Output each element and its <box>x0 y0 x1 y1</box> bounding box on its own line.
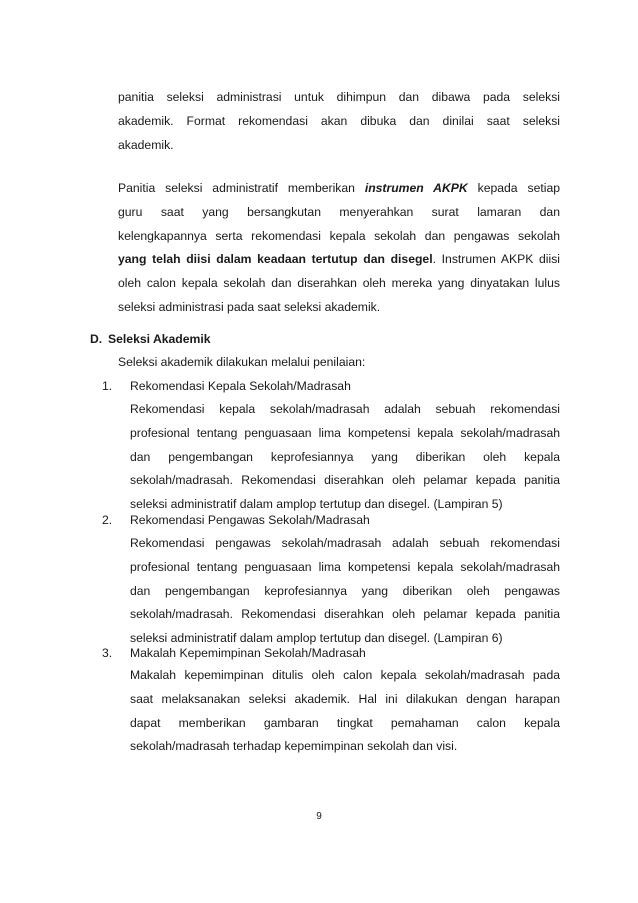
text-segment: . Instrumen AKPK diisi <box>432 252 561 267</box>
intro-paragraph-2-line <box>118 248 560 272</box>
page-number: 9 <box>316 811 322 822</box>
item-number: 2. <box>102 513 113 527</box>
text-segment: kepada setiap <box>467 181 560 195</box>
item-body-line: seleksi administratif dalam amplop tertutup dan disegel. (Lampiran 6) <box>130 631 503 646</box>
item-body <box>130 532 560 651</box>
item-body-line: profesional tentang penguasaan lima kompetensi kepala sekolah/madrasah <box>130 425 560 440</box>
item-body-line: dan pengembangan keprofesiannya yang diberikan oleh kepala <box>130 449 560 464</box>
intro-paragraph-1 <box>118 86 560 157</box>
text-segment: Panitia seleksi administratif memberikan <box>118 181 365 195</box>
item-title: Rekomendasi Kepala Sekolah/Madrasah <box>130 379 351 393</box>
intro-paragraph-2-line: seleksi administrasi pada saat seleksi akademik. <box>118 299 381 314</box>
item-body-line: seleksi administratif dalam amplop tertutup dan disegel. (Lampiran 5) <box>130 497 503 512</box>
intro-paragraph-2 <box>118 177 560 320</box>
intro-paragraph-1-line: panitia seleksi administrasi untuk dihimpun dan dibawa pada seleksi <box>118 90 560 104</box>
item-body-line: Makalah kepemimpinan ditulis oleh calon kepala sekolah/madrasah pada <box>130 668 560 682</box>
item-body-line: profesional tentang penguasaan lima kompetensi kepala sekolah/madrasah <box>130 559 560 574</box>
intro-paragraph-1-line: akademik. <box>118 137 174 152</box>
intro-paragraph-2-line <box>118 177 560 201</box>
item-title: Rekomendasi Pengawas Sekolah/Madrasah <box>130 513 370 527</box>
section-label: D. <box>90 332 103 346</box>
item-number: 1. <box>102 379 113 393</box>
intro-paragraph-2-line: kelengkapannya serta rekomendasi kepala sekolah dan pengawas sekolah <box>118 228 560 243</box>
item-title: Makalah Kepemimpinan Sekolah/Madrasah <box>130 646 366 660</box>
item-body-line: dapat memberikan gambaran tingkat pemahaman calon kepala <box>130 715 560 730</box>
item-body-line: Rekomendasi kepala sekolah/madrasah adalah sebuah rekomendasi <box>130 402 560 416</box>
intro-paragraph-2-line: oleh calon kepala sekolah dan diserahkan oleh mereka yang dinyatakan lulus <box>118 276 560 291</box>
item-body-line: saat melaksanakan seleksi akademik. Hal ini dilakukan dengan harapan <box>130 691 560 706</box>
item-body-line: dan pengembangan keprofesiannya yang diberikan oleh pengawas <box>130 583 560 598</box>
intro-paragraph-1-line: akademik. Format rekomendasi akan dibuka dan dinilai saat seleksi <box>118 113 560 128</box>
sealed-emphasis: yang telah diisi dalam keadaan tertutup dan disegel <box>118 252 433 267</box>
item-body <box>130 664 560 759</box>
item-body <box>130 398 560 517</box>
item-body-line: sekolah/madrasah. Rekomendasi diserahkan oleh pelamar kepada panitia <box>130 607 560 622</box>
item-body-line: Rekomendasi pengawas sekolah/madrasah adalah sebuah rekomendasi <box>130 536 560 550</box>
item-number: 3. <box>102 646 113 660</box>
section-title: Seleksi Akademik <box>108 332 211 346</box>
item-body-line: sekolah/madrasah. Rekomendasi diserahkan oleh pelamar kepada panitia <box>130 473 560 488</box>
item-body-line: sekolah/madrasah terhadap kepemimpinan sekolah dan visi. <box>130 739 458 754</box>
instrumen-akpk-emphasis: instrumen AKPK <box>364 181 468 195</box>
section-intro: Seleksi akademik dilakukan melalui penilaian: <box>118 355 366 369</box>
intro-paragraph-2-line: guru saat yang bersangkutan menyerahkan surat lamaran dan <box>118 204 560 219</box>
